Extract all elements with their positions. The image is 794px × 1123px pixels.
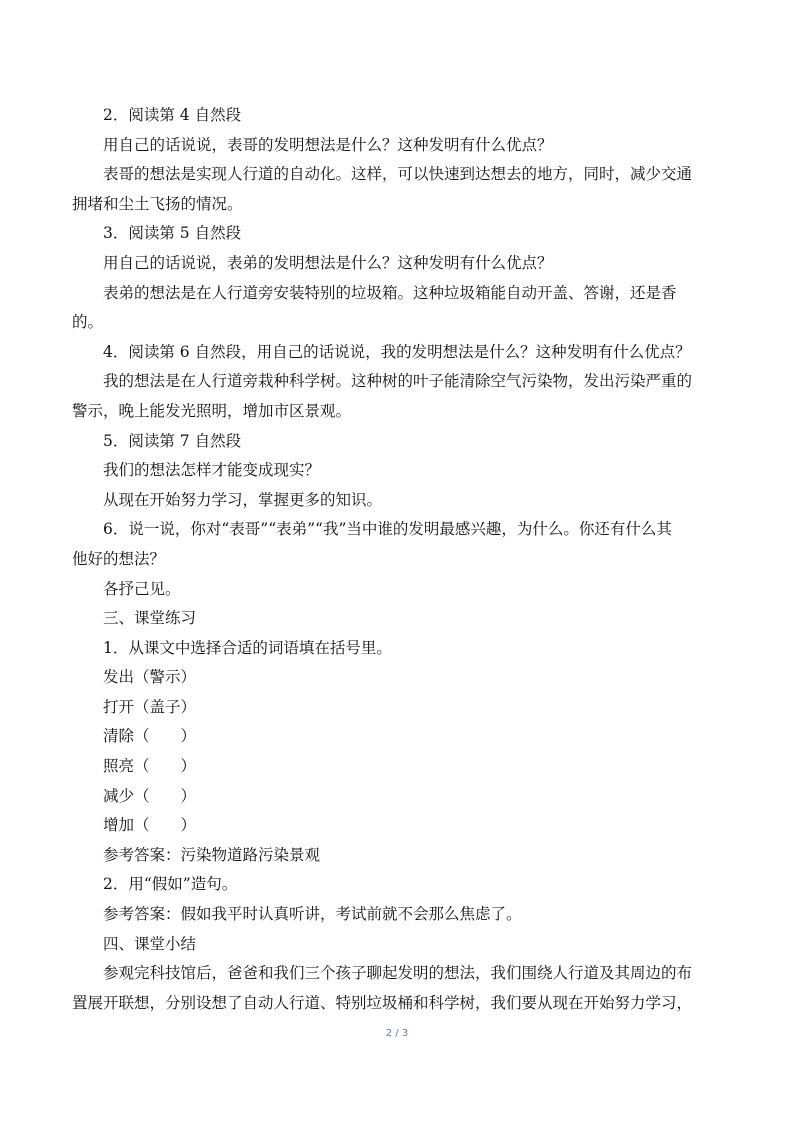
text-line: 他好的想法？ — [72, 549, 166, 568]
text-line: 参考答案：假如我平时认真听讲，考试前就不会那么焦虑了。 — [103, 905, 522, 924]
text-line: 4．阅读第 6 自然段，用自己的话说说，我的发明想法是什么？这种发明有什么优点？ — [103, 342, 691, 361]
text-line: 表弟的想法是在人行道旁安装特别的垃圾箱。这种垃圾箱能自动开盖、答谢，还是香 — [103, 283, 677, 302]
text-line: 5．阅读第 7 自然段 — [103, 431, 242, 450]
text-line: 我们的想法怎样才能变成现实？ — [103, 461, 321, 480]
text-line: 减少（ ） — [103, 786, 197, 805]
text-line: 各抒己见。 — [103, 579, 181, 598]
page-number: 2 / 3 — [385, 1028, 409, 1039]
text-line: 1．从课文中选择合适的词语填在括号里。 — [103, 638, 392, 657]
text-line: 拥堵和尘土飞扬的情况。 — [72, 194, 243, 213]
text-line: 用自己的话说说，表哥的发明想法是什么？这种发明有什么优点？ — [103, 135, 553, 154]
text-line: 从现在开始努力学习，掌握更多的知识。 — [103, 490, 383, 509]
text-line: 打开（盖子） — [103, 697, 197, 716]
text-line: 清除（ ） — [103, 727, 197, 746]
document-body — [72, 101, 722, 1018]
text-line: 的。 — [72, 313, 104, 332]
text-line: 用自己的话说说，表弟的发明想法是什么？这种发明有什么优点？ — [103, 253, 553, 272]
text-line: 增加（ ） — [103, 816, 197, 835]
text-line: 我的想法是在人行道旁栽种科学树。这种树的叶子能清除空气污染物，发出污染严重的 — [103, 372, 693, 391]
text-line: 2．阅读第 4 自然段 — [103, 106, 242, 124]
text-line: 6．说一说，你对“表哥”“表弟”“我”当中谁的发明最感兴趣，为什么。你还有什么其 — [103, 520, 672, 539]
text-line: 警示，晚上能发光照明，增加市区景观。 — [72, 401, 352, 420]
text-line: 照亮（ ） — [103, 757, 197, 776]
text-line: 参考答案：污染物道路污染景观 — [103, 845, 321, 864]
text-line: 3．阅读第 5 自然段 — [103, 224, 242, 243]
text-line: 发出（警示） — [103, 668, 197, 687]
text-line: 置展开联想，分别设想了自动人行道、特别垃圾桶和科学树，我们要从现在开始努力学习， — [72, 993, 693, 1012]
text-line: 参观完科技馆后，爸爸和我们三个孩子聊起发明的想法，我们围绕人行道及其周边的布 — [103, 964, 693, 983]
text-line: 三、课堂练习 — [103, 609, 197, 628]
text-line: 四、课堂小结 — [103, 934, 197, 953]
text-line: 表哥的想法是实现人行道的自动化。这样，可以快速到达想去的地方，同时，减少交通 — [103, 165, 693, 184]
text-line: 2．用“假如”造句。 — [103, 875, 238, 894]
